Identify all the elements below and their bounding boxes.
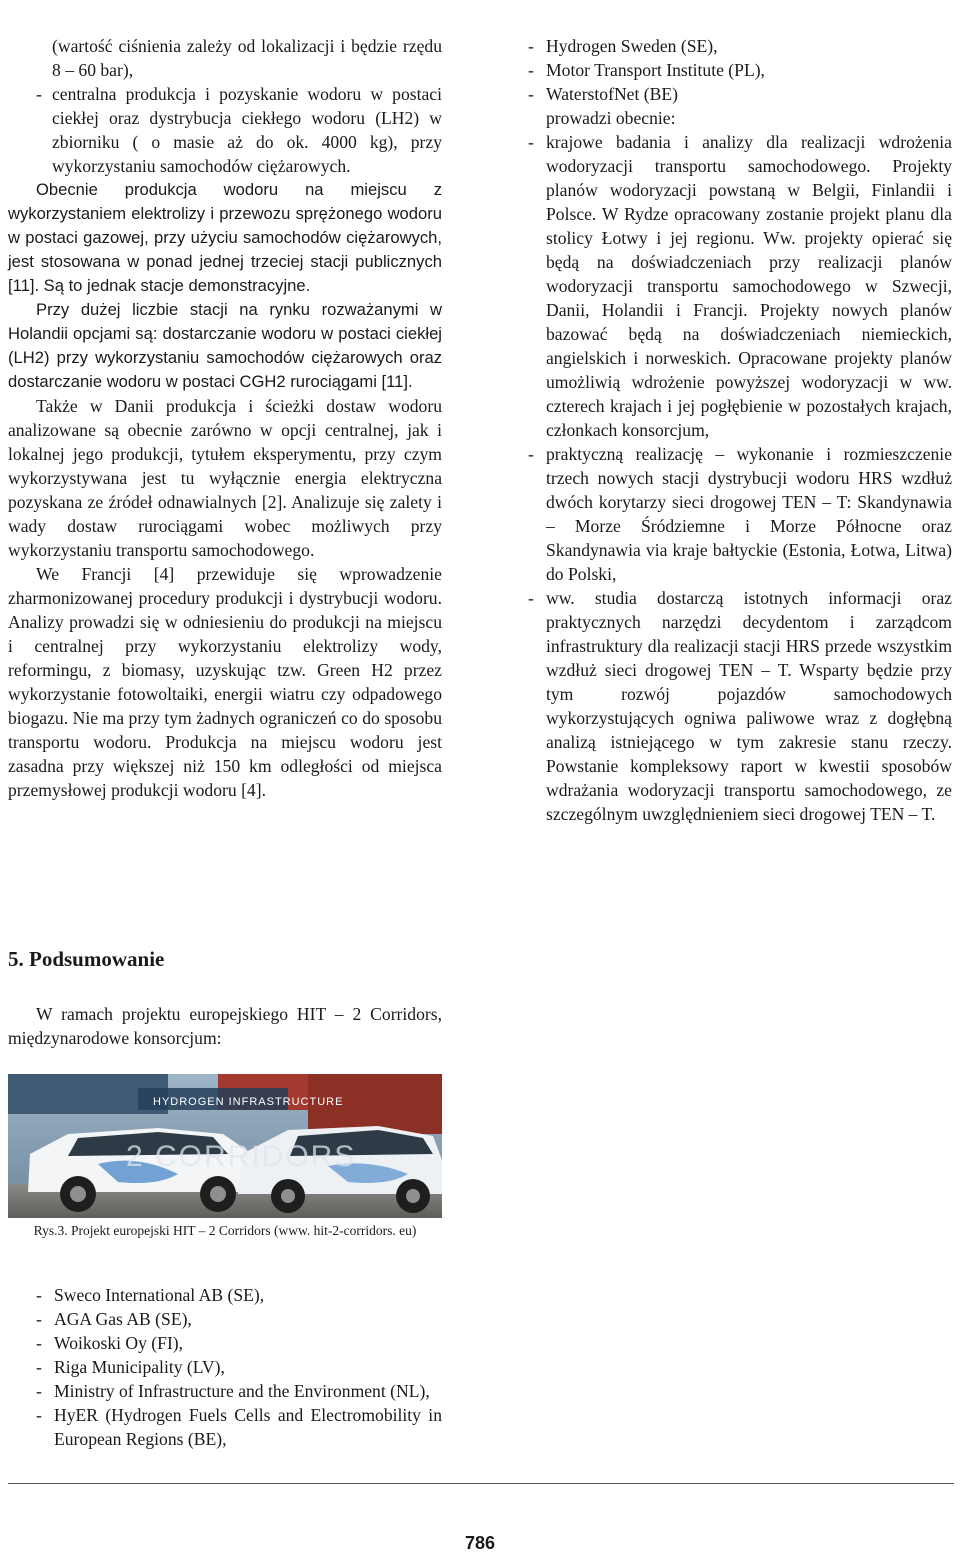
list-item xyxy=(528,58,952,82)
list-item-text: ww. studia dostarczą istotnych informacji oraz praktycznych narzędzi decydentom i zarządcom infrastruktury dla realizacji stacji HRS przede wszystkim wzdłuż sieci drogowej TEN – T. Wsparty będzie przy tym rozwój pojazdów samochodowych wykorzystujących ogniwa paliwowe wraz z dogłębną analizą istniejącego w tym zakresie stanu rzeczy. Powstanie kompleksowy raport w kwestii sposobów wdrażania wodoryzacji transportu samochodowego, ze szczególnym uwzględnieniem sieci drogowej TEN – T. xyxy=(546,588,952,824)
list-item-text: Sweco International AB (SE), xyxy=(54,1285,265,1305)
bullet-dash: - xyxy=(36,1357,42,1377)
list-item-text: Hydrogen Sweden (SE), xyxy=(546,36,718,56)
list-item xyxy=(528,34,952,58)
bullet-dash: - xyxy=(36,1333,42,1353)
list-item xyxy=(36,1379,442,1403)
consortium-list xyxy=(36,1283,442,1451)
footer-divider xyxy=(8,1483,954,1484)
page-number: 786 xyxy=(464,1533,496,1553)
paragraph: We Francji [4] przewiduje się wprowadzenie zharmonizowanej procedury produkcji i dystrybucji wodoru. Analizy prowadzi się w odniesieniu do produkcji na miejscu i centralnej przy wykorzystaniu elektrolizy wody, reformingu, z biomasy, uzyskując tzw. Green H2 przez wykorzystanie fotowoltaiki, energii wiatru czy odpadowego biogazu. Nie ma przy tym żadnych ograniczeń co do sposobu transportu wodoru. Produkcja na miejscu wodoru jest zasadna przy większej niż 150 km odległości od miejsca przemysłowej produkcji wodoru [4]. xyxy=(8,564,442,800)
section-heading: 5. Podsumowanie xyxy=(8,947,165,971)
bullet-continuation: (wartość ciśnienia zależy od lokalizacji i będzie rzędu 8 – 60 bar), xyxy=(52,36,442,80)
bullet-dash: - xyxy=(528,84,534,104)
paragraph: Także w Danii produkcja i ścieżki dostaw wodoru analizowane są obecnie zarówno w opcji centralnej, jak i lokalnej jego produkcji, tytułem eksperymentu, przy czym wykorzystywana jest tu wyłącznie energia elektryczna pozyskana ze źródeł odnawialnych [2]. Analizuje się zalety i wady dostaw rurociągami wobec możliwych przy wykorzystaniu transportu samochodowego. xyxy=(8,396,442,560)
left-column xyxy=(8,34,442,802)
list-item-text: praktyczną realizację – wykonanie i rozmieszczenie trzech nowych stacji dystrybucji wodoru HRS wzdłuż dwóch korytarzy sieci drogowej TEN – T: Skandynawia – Morze Śródziemne i Morze Północne oraz Skandynawia via kraje bałtyckie (Estonia, Łotwa, Litwa) do Polski, xyxy=(546,444,952,584)
list-item-text: AGA Gas AB (SE), xyxy=(54,1309,192,1329)
list-item xyxy=(36,1355,442,1379)
bullet-dash: - xyxy=(36,1405,42,1425)
list-item xyxy=(528,130,952,442)
list-item xyxy=(528,82,952,106)
figure-caption: Rys.3. Projekt europejski HIT – 2 Corridors (www. hit-2-corridors. eu) xyxy=(33,1223,417,1238)
paragraph: Przy dużej liczbie stacji na rynku rozważanymi w Holandii opcjami są: dostarczanie wodoru w postaci ciekłej (LH2) przy wykorzystaniu samochodów ciężarowych oraz dostarczanie wodoru w postaci CGH2 rurociągami [11]. xyxy=(8,300,442,391)
bullet-dash: - xyxy=(36,1309,42,1329)
bullet-dash: - xyxy=(528,60,534,80)
list-item-text: krajowe badania i analizy dla realizacji wdrożenia wodoryzacji transportu samochodowego. Projekty planów wodoryzacji powstaną w Belgii, Finlandii i Polsce. W Rydze opracowany zostanie projekt planu dla stolicy Łotwy i jej regionu. Ww. projekty opierać się będą na doświadczeniach przy realizacji planów wodoryzacji transportu samochodowego w Szwecji, Danii, Holandii i Francji. Projekty nowych planów bazować będą na doświadczeniach niemieckich, angielskich i norweskich. Opracowane projekty planów umożliwią wdrożenie powyższej wodoryzacji w ww. czterech krajach i jej pogłębienie w pozostałych krajach, członkach konsorcjum, xyxy=(546,132,952,440)
bullet-dash: - xyxy=(36,84,42,104)
list-item xyxy=(36,1331,442,1355)
list-item-text: Riga Municipality (LV), xyxy=(54,1357,225,1377)
section-intro: W ramach projektu europejskiego HIT – 2 Corridors, międzynarodowe konsorcjum: xyxy=(8,1004,442,1048)
bullet-dash: - xyxy=(528,588,534,608)
list-item xyxy=(8,82,442,178)
list-lead: prowadzi obecnie: xyxy=(546,108,676,128)
list-item xyxy=(36,1283,442,1307)
paragraph: Obecnie produkcja wodoru na miejscu z wykorzystaniem elektrolizy i przewozu sprężonego wodoru w postaci gazowej, przy użyciu samochodów ciężarowych, jest stosowana w ponad jednej trzeciej stacji publicznych [11]. Są to jednak stacje demonstracyjne. xyxy=(8,180,442,295)
list-item-text: Motor Transport Institute (PL), xyxy=(546,60,765,80)
list-item-text: Ministry of Infrastructure and the Environment (NL), xyxy=(54,1381,430,1401)
list-item xyxy=(36,1403,442,1451)
list-item-text: Woikoski Oy (FI), xyxy=(54,1333,184,1353)
list-item-text: HyER (Hydrogen Fuels Cells and Electromobility in European Regions (BE), xyxy=(54,1405,442,1449)
bullet-dash: - xyxy=(36,1285,42,1305)
bullet-dash: - xyxy=(528,444,534,464)
photo-logo-text: 2 CORRIDORS xyxy=(126,1140,357,1173)
right-column xyxy=(528,34,952,826)
bullet-dash: - xyxy=(528,132,534,152)
photo-banner-text: HYDROGEN INFRASTRUCTURE xyxy=(153,1096,344,1108)
bullet-dash: - xyxy=(528,36,534,56)
list-item xyxy=(528,586,952,826)
list-item-text: WaterstofNet (BE) xyxy=(546,84,678,104)
list-item xyxy=(36,1307,442,1331)
list-item xyxy=(528,442,952,586)
bullet-dash: - xyxy=(36,1381,42,1401)
figure-photo xyxy=(8,1074,442,1218)
list-item-text: centralna produkcja i pozyskanie wodoru w postaci ciekłej oraz dystrybucja ciekłego wodoru (LH2) w zbiorniku ( o masie aż do ok. 4000 kg), przy wykorzystaniu samochodów ciężarowych. xyxy=(52,84,442,176)
